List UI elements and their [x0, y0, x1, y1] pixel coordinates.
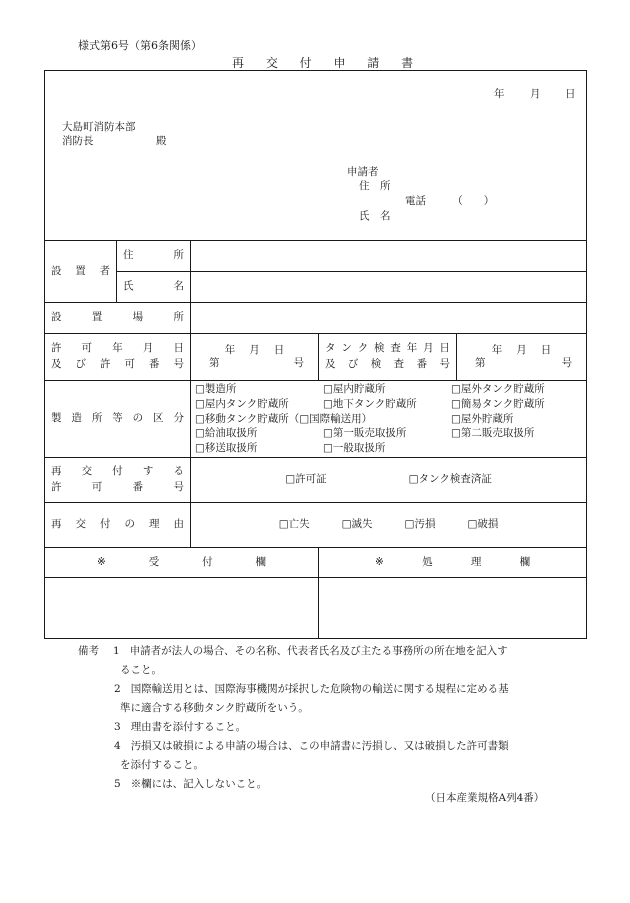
- reissue-permit-options: [191, 458, 587, 503]
- facility-class-label: 製 造 所 等 の 区 分: [45, 381, 191, 458]
- option-damaged[interactable]: □破損: [467, 518, 499, 531]
- date-day: 日: [565, 88, 576, 100]
- reception-header: ※ 受 付 欄: [45, 548, 319, 578]
- processing-field[interactable]: [319, 578, 587, 639]
- installer-text: 設 置 者: [51, 264, 110, 277]
- permit-date-label: 許 可 年 月 日 及 び 許 可 番 号: [45, 334, 191, 381]
- note-1-line2: ること。: [120, 664, 162, 676]
- facility-class-options: [191, 381, 587, 458]
- note-2-line2: 準に適合する移動タンク貯蔵所をいう。: [120, 702, 309, 714]
- option-underground-tank[interactable]: □地下タンク貯蔵所: [323, 397, 417, 410]
- applicant-phone-label: 電話 （ ）: [405, 195, 495, 207]
- installer-name-label: 氏 名: [117, 272, 191, 303]
- option-outdoor-tank[interactable]: □屋外タンク貯蔵所: [451, 382, 545, 395]
- addressee-line2: 消防長: [62, 135, 94, 147]
- date-year: 年: [494, 88, 505, 100]
- option-tank-inspection-certificate[interactable]: □タンク検査済証: [408, 473, 492, 486]
- option-transfer[interactable]: □移送取扱所: [195, 442, 258, 455]
- addressee-honorific: 殿: [156, 135, 167, 147]
- note-4-line2: を添付すること。: [120, 759, 204, 771]
- tank-inspection-label: タ ン ク 検 査 年 月 日 及 び 検 査 番 号: [319, 334, 457, 381]
- option-indoor-tank[interactable]: □屋内タンク貯蔵所: [195, 397, 289, 410]
- option-second-sales[interactable]: □第二販売取扱所: [451, 427, 535, 440]
- applicant-label: 申請者: [347, 166, 379, 178]
- option-mobile-tank[interactable]: □移動タンク貯蔵所（□国際輸送用）: [195, 412, 373, 425]
- note-3: 3 理由書を添付すること。: [114, 721, 247, 733]
- note-1-line1: 備考 1 申請者が法人の場合、その名称、代表者氏名及び主たる事務所の所在地を記入す: [78, 645, 508, 657]
- tank-inspection-field[interactable]: 年 月 日 第 号: [457, 334, 587, 381]
- applicant-address-label: 住 所: [359, 180, 391, 192]
- installer-address-label: 住 所: [117, 241, 191, 272]
- reissue-permit-label: 再 交 付 す る 許 可 番 号: [45, 458, 191, 503]
- option-indoor-storage[interactable]: □屋内貯蔵所: [323, 382, 386, 395]
- installer-name-field[interactable]: [191, 272, 587, 303]
- notes-label: 備考: [78, 645, 99, 657]
- option-outdoor-storage[interactable]: □屋外貯蔵所: [451, 412, 514, 425]
- reason-options: [191, 503, 587, 548]
- option-fueling-station[interactable]: □給油取扱所: [195, 427, 258, 440]
- applicant-header: [45, 71, 587, 241]
- note-2-line1: 2 国際輸送用とは、国際海事機関が採択した危険物の輸送に関する規程に定める基: [114, 683, 509, 695]
- option-soiled[interactable]: □汚損: [404, 518, 436, 531]
- option-permit-certificate[interactable]: □許可証: [285, 473, 327, 486]
- form-number: 様式第6号（第6条関係）: [78, 39, 202, 52]
- note-5: 5 ※欄には、記入しないこと。: [114, 778, 268, 790]
- option-destroyed[interactable]: □滅失: [341, 518, 373, 531]
- option-lost[interactable]: □亡失: [278, 518, 310, 531]
- installer-label: [45, 241, 117, 303]
- applicant-name-label: 氏 名: [359, 210, 391, 222]
- application-form-table: [44, 70, 587, 639]
- option-general-handling[interactable]: □一般取扱所: [323, 442, 386, 455]
- permit-date-field[interactable]: 年 月 日 第 号: [191, 334, 319, 381]
- option-first-sales[interactable]: □第一販売取扱所: [323, 427, 407, 440]
- location-field[interactable]: [191, 303, 587, 334]
- note-4-line1: 4 汚損又は破損による申請の場合は、この申請書に汚損し、又は破損した許可書類: [114, 740, 509, 752]
- date-month: 月: [530, 88, 541, 100]
- processing-header: ※ 処 理 欄: [319, 548, 587, 578]
- location-label: 設 置 場 所: [45, 303, 191, 334]
- page-title: 再 交 付 申 請 書: [232, 56, 423, 70]
- reception-field[interactable]: [45, 578, 319, 639]
- option-simple-tank[interactable]: □簡易タンク貯蔵所: [451, 397, 545, 410]
- size-note: （日本産業規格A列4番）: [425, 792, 545, 804]
- option-manufacturing[interactable]: □製造所: [195, 382, 237, 395]
- installer-address-field[interactable]: [191, 241, 587, 272]
- notes: [78, 642, 558, 794]
- addressee-line1: 大島町消防本部: [62, 121, 136, 133]
- reason-label: 再 交 付 の 理 由: [45, 503, 191, 548]
